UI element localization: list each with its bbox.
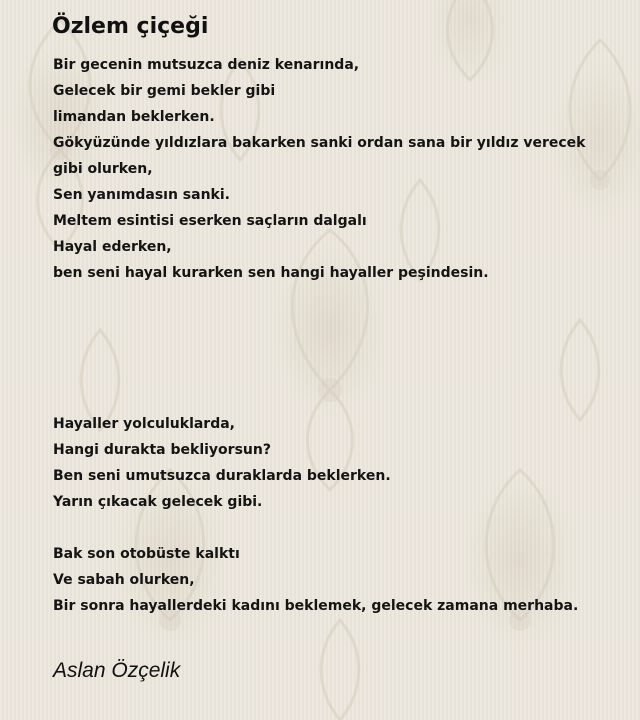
poem-stanza-3 <box>53 541 613 619</box>
poem-line: Bak son otobüste kalktı <box>53 546 240 562</box>
poem-line: Ve sabah olurken, <box>53 572 195 588</box>
poem-author: Aslan Özçelik <box>53 659 181 682</box>
poem-line: Yarın çıkacak gelecek gibi. <box>53 494 263 510</box>
poem-line: Hayaller yolculuklarda, <box>53 416 235 432</box>
poem-line: Gelecek bir gemi bekler gibi <box>53 83 276 99</box>
poem-line: limandan beklerken. <box>53 109 215 125</box>
poem-line: Bir sonra hayallerdeki kadını beklemek, gelecek zamana merhaba. <box>53 598 579 614</box>
poem-line: Meltem esintisi eserken saçların dalgalı <box>53 213 367 229</box>
poem-line: Gökyüzünde yıldızlara bakarken sanki ordan sana bir yıldız verecek <box>53 135 586 151</box>
poem-line: gibi olurken, <box>53 161 153 177</box>
poem-line: Sen yanımdasın sanki. <box>53 187 230 203</box>
poem-stanza-2 <box>53 411 613 515</box>
poem-line: Hayal ederken, <box>53 239 172 255</box>
poem-line: Ben seni umutsuzca duraklarda beklerken. <box>53 468 391 484</box>
poem-line: Hangi durakta bekliyorsun? <box>53 442 271 458</box>
poem-line: ben seni hayal kurarken sen hangi hayaller peşindesin. <box>53 265 489 281</box>
poem-title: Özlem çiçeği <box>52 14 209 39</box>
poem-stanza-1 <box>53 52 613 286</box>
poem-line: Bir gecenin mutsuzca deniz kenarında, <box>53 57 360 73</box>
